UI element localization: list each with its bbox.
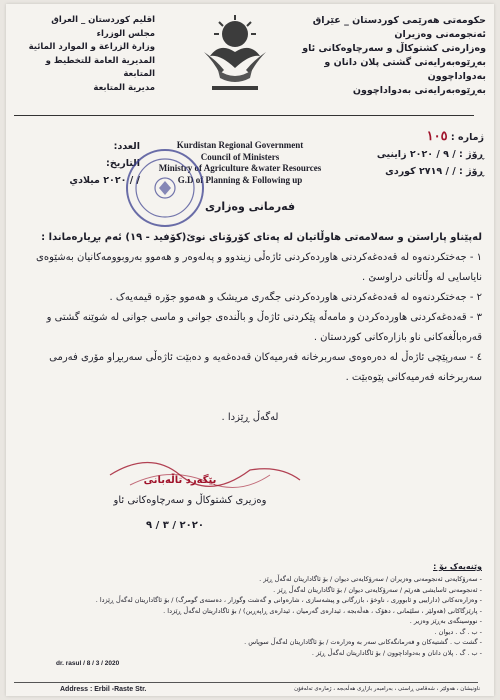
closing-text: لەگەڵ ڕێزدا .: [221, 412, 279, 423]
date-kurdi-row: [334, 163, 484, 180]
cc-item: - ب . گ . پلان دانان و بەدواداچوون / بۆ ئاگاداریتان لەگەڵ ڕێز .: [311, 648, 482, 657]
number-label-ar: العدد:: [113, 141, 140, 152]
footer-address: Address : Erbil -Raste Str.: [60, 686, 147, 693]
cc-item: - پارێزگاکانی (هەولێر ، سلێمانی ، دهۆک ، هەڵەبجە ، ئیدارەی گەرمیان ، ئیدارەی ڕاپەڕین) / بۆ ئاگاداریتان لەگەڵ ڕێزدا .: [163, 606, 482, 615]
date-row: [334, 146, 484, 163]
date-kurdi-value: / / ٢٧١٩ کوردی: [385, 166, 456, 177]
header-english-line: Kurdistan Regional Government: [176, 140, 304, 150]
header-arabic: [20, 14, 155, 95]
header-arabic-line: وزارة الزراعة و الموارد المائية: [28, 42, 155, 52]
body-item: ١ - جەختکردنەوە لە قەدەغەکردنی هاوردەکردنی ئاژەڵی زیندوو و پەلەوەر و هەموو بەروبوومەکانیان بەشێوەی نایاسایی لە وڵاتانی دراوسێ .: [36, 252, 482, 283]
header-english-line: G.D of Planning & Following up: [177, 174, 303, 185]
header-arabic-line: المديرية العامة للتخطيط و المتابعة: [45, 55, 155, 79]
body-item: ٣ - قەدەغەکردنی هاوردەکردن و مامەڵە پێکردنی ئاژەڵ و باڵندەی جوانی و ماسی جوانی لە شوێنە گشتی و قەرەباڵغەکانی ناو بازارەکانی کوردستان .: [46, 312, 482, 343]
cc-list: [52, 574, 482, 658]
header-arabic-line: مجلس الوزراء: [96, 28, 155, 39]
header-kurdish-line: ئەنجومەنی وەزیران: [394, 29, 486, 40]
official-stamp: [122, 145, 208, 231]
body-intro: لەپێناو پاراستن و سەلامەتی هاوڵاتیان لە پەتای کۆرۆنای نوێ(کۆفید - ١٩) ئەم بڕیارەماندا :: [41, 232, 482, 243]
cc-item: - ب . گ . دیوان .: [434, 627, 482, 636]
header-kurdish: [276, 14, 486, 98]
signer-title: وەزیری کشتوکاڵ و سەرچاوەکانی ئاو: [113, 495, 267, 506]
date-label-ar: التاريخ:: [106, 158, 140, 169]
body-item: ٤ - سەرپێچی ئاژەڵ لە دەرەوەی سەربرخانە فەرمیەکان قەدەغەیە و دەبێت ئاژەڵی سەربڕاو مۆری فەرمی سەربرخانە فەرمیەکانی پێوەبێت .: [49, 352, 482, 383]
number-value: ١٠٥: [426, 129, 448, 144]
date-label: ڕۆژ :: [459, 166, 484, 177]
reference-code: dr. rasul / 8 / 3 / 2020: [56, 660, 120, 667]
header-arabic-line: اقليم كوردستان _ العراق: [51, 15, 155, 25]
body-item: ٢ - جەختکردنەوە لە قەدەغەکردنی هاوردەکردنی جگەری مریشک و هەموو جۆرە قیمەیەک .: [109, 292, 482, 303]
header-arabic-line: مديرية المتابعة: [93, 82, 155, 93]
document-subject: فەرمانی وەزاری: [204, 200, 296, 213]
cc-title: وێنەیەک بۆ :: [433, 562, 482, 571]
date-label: ڕۆژ :: [459, 149, 484, 160]
cc-item: - نووسینگەی بەڕێز وەزیر .: [409, 617, 482, 625]
footer-address-arabic: ناونیشان ، هەولێر ، شەقامی ڕاستی ، بەرامبەر بازاڕی هەڵەبجە ، ژمارەی تەلەفۆن: [294, 686, 480, 692]
header-kurdish-line: حکومەتی هەرێمی کوردستان _ عێراق: [312, 15, 486, 26]
number-row: [334, 128, 484, 146]
header-kurdish-line: بەڕێوەبەرایەتی گشتی پلان دانان و بەدواداچوون: [324, 57, 486, 82]
date-value-ar: / / ٢٠٢٠ ميلادي: [69, 175, 140, 186]
header-divider: [14, 115, 474, 116]
date-value: / ٩ / ٢٠٢٠ زاینیی: [376, 149, 456, 160]
header-kurdish-line: بەڕێوەبەرایەتی بەدواداچوون: [352, 85, 486, 96]
signature-date: ٢٠٢٠ / ٣ / ٩: [146, 520, 204, 531]
krg-emblem-logo: [200, 12, 270, 98]
cc-item: - وەزارەتەکانی (داراییی و ئابووری ، ناوخۆ ، بازرگانی و پیشەسازی ، شارەوانی و گەشت وگوزار ، دەستەی گومرگ) / بۆ ئاگاداریتان لەگەڵ ڕێزدا .: [95, 596, 482, 604]
signer-name: بێگەرد تاڵەبانی: [143, 475, 217, 486]
cc-item: - سەرۆکایەتی ئەنجومەنی وەزیران / سەرۆکایەتی دیوان / بۆ ئاگاداریتان لەگەڵ ڕێز .: [259, 575, 482, 583]
cc-item: - گشت ب . گشتیەکان و فەرمانگەکانی سەر بە وەزارەت / بۆ ئاگاداریتان لەگەڵ سوپاس .: [244, 638, 482, 646]
header-kurdish-line: وەزارەتی کشتوکاڵ و سەرچاوەکانی ئاو: [302, 43, 486, 54]
document-body: [24, 228, 482, 388]
cc-item: - ئەنجومەنی ئاسایشی هەرێم / سەرۆکایەتی دیوان / بۆ ئاگاداریتان لەگەڵ ڕێز .: [273, 585, 482, 594]
header-english-line: Council of Ministers: [200, 151, 280, 162]
header-english-line: Ministry of Agriculture &water Resources: [158, 163, 322, 173]
number-label: ژمارە :: [450, 132, 484, 143]
meta-kurdish: [334, 128, 484, 180]
